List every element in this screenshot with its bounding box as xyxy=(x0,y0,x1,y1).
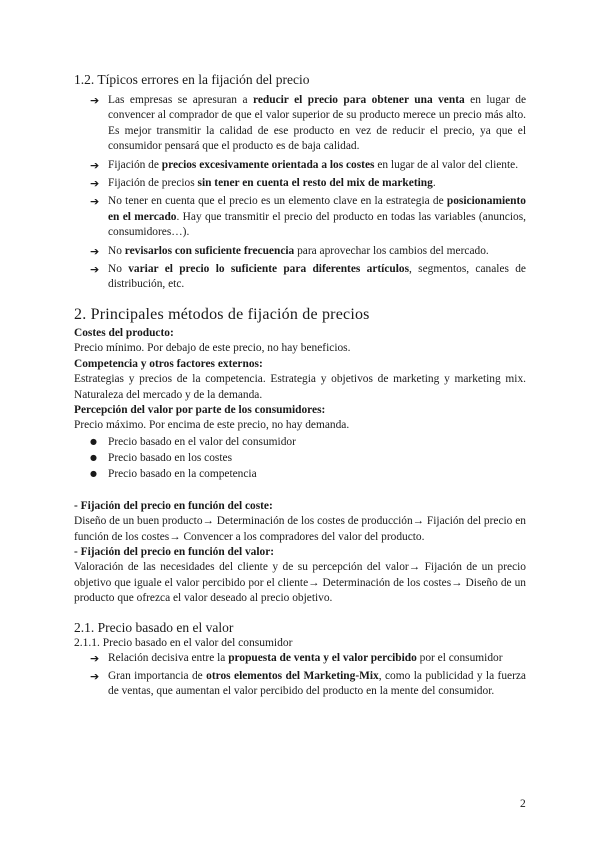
list-item: ● Precio basado en el valor del consumidor xyxy=(90,435,296,448)
errors-list xyxy=(74,93,526,293)
list-item: ➔ No tener en cuenta que el precio es un elemento clave en la estrategia de posicionamiento en el mercado. Hay que transmitir el precio del producto en todas las variables (anuncios, consumidores…). xyxy=(90,195,526,239)
valor-heading: - Fijación del precio en función del valor: xyxy=(74,545,275,558)
costes-heading: Costes del producto: xyxy=(74,326,174,339)
arrow-right-icon: ➔ xyxy=(90,158,100,172)
arrow-right-icon: ➔ xyxy=(90,244,100,258)
arrow-right-icon: ➔ xyxy=(90,651,100,665)
coste-heading: - Fijación del precio en función del coste: xyxy=(74,499,273,512)
dot-icon: ● xyxy=(90,452,97,462)
competencia-heading: Competencia y otros factores externos: xyxy=(74,357,263,370)
list-item: ➔ Fijación de precios excesivamente orientada a los costes en lugar de al valor del cliente. xyxy=(90,158,519,172)
coste-text: Diseño de un buen producto→ Determinación de los costes de producción→ Fijación del precio en función de los costes→ Convencer a los compradores del valor del producto. xyxy=(74,515,526,543)
list-item: ➔ Las empresas se apresuran a reducir el precio para obtener una venta en lugar de convencer al comprador de que el valor superior de su producto merece un precio más alto. Es mejor transmitir la calidad de ese producto en vez de reducir el precio, ya que el consumidor pensará que el producto es de baja calidad. xyxy=(90,94,527,153)
section-2-1-title: 2.1. Precio basado en el valor xyxy=(74,619,234,635)
dot-icon: ● xyxy=(90,468,97,478)
competencia-text: Estrategias y precios de la competencia. Estrategia y objetivos de marketing y marketing mix. Naturaleza del mercado y de la demanda. xyxy=(74,373,526,401)
costes-text: Precio mínimo. Por debajo de este precio, no hay beneficios. xyxy=(74,342,351,355)
arrow-right-icon: ➔ xyxy=(90,94,100,107)
percepcion-heading: Percepción del valor por parte de los consumidores: xyxy=(74,403,326,416)
arrow-right-icon: ➔ xyxy=(90,263,100,277)
value-list xyxy=(74,651,526,700)
valor-text: Valoración de las necesidades del cliente y de su percepción del valor→ Fijación de un precio objetivo que iguale el valor percibido por el cliente→ Determinación de los costes→ Diseño de un producto que ofrezca el valor deseado al precio objetivo. xyxy=(74,561,526,605)
list-item: ➔ Gran importancia de otros elementos del Marketing-Mix, como la publicidad y la fuerza de ventas, que aumentan el valor percibido del producto en la mente del consumidor. xyxy=(90,669,526,698)
list-item: ● Precio basado en la competencia xyxy=(90,467,257,480)
arrow-right-icon: ➔ xyxy=(90,177,100,191)
arrow-right-icon: ➔ xyxy=(90,669,100,683)
list-item: ➔ Relación decisiva entre la propuesta de venta y el valor percibido por el consumidor xyxy=(90,651,503,665)
page-number: 2 xyxy=(520,798,526,810)
document-page xyxy=(74,72,526,703)
list-item: ➔ No variar el precio lo suficiente para diferentes artículos, segmentos, canales de distribución, etc. xyxy=(90,263,526,291)
section-1-2-title: 1.2. Típicos errores en la fijación del precio xyxy=(74,72,310,87)
list-item: ➔ Fijación de precios sin tener en cuenta el resto del mix de marketing. xyxy=(90,177,436,191)
percepcion-text: Precio máximo. Por encima de este precio, no hay demanda. xyxy=(74,419,350,432)
list-item: ● Precio basado en los costes xyxy=(90,451,233,464)
dot-icon: ● xyxy=(90,436,97,446)
methods-list xyxy=(74,434,526,482)
spacer xyxy=(74,482,526,499)
list-item: ➔ No revisarlos con suficiente frecuencia para aprovechar los cambios del mercado. xyxy=(90,244,489,258)
section-2-1-1-title: 2.1.1. Precio basado en el valor del consumidor xyxy=(74,636,293,649)
section-2-title: 2. Principales métodos de fijación de precios xyxy=(74,305,370,323)
arrow-right-icon: ➔ xyxy=(90,195,100,209)
